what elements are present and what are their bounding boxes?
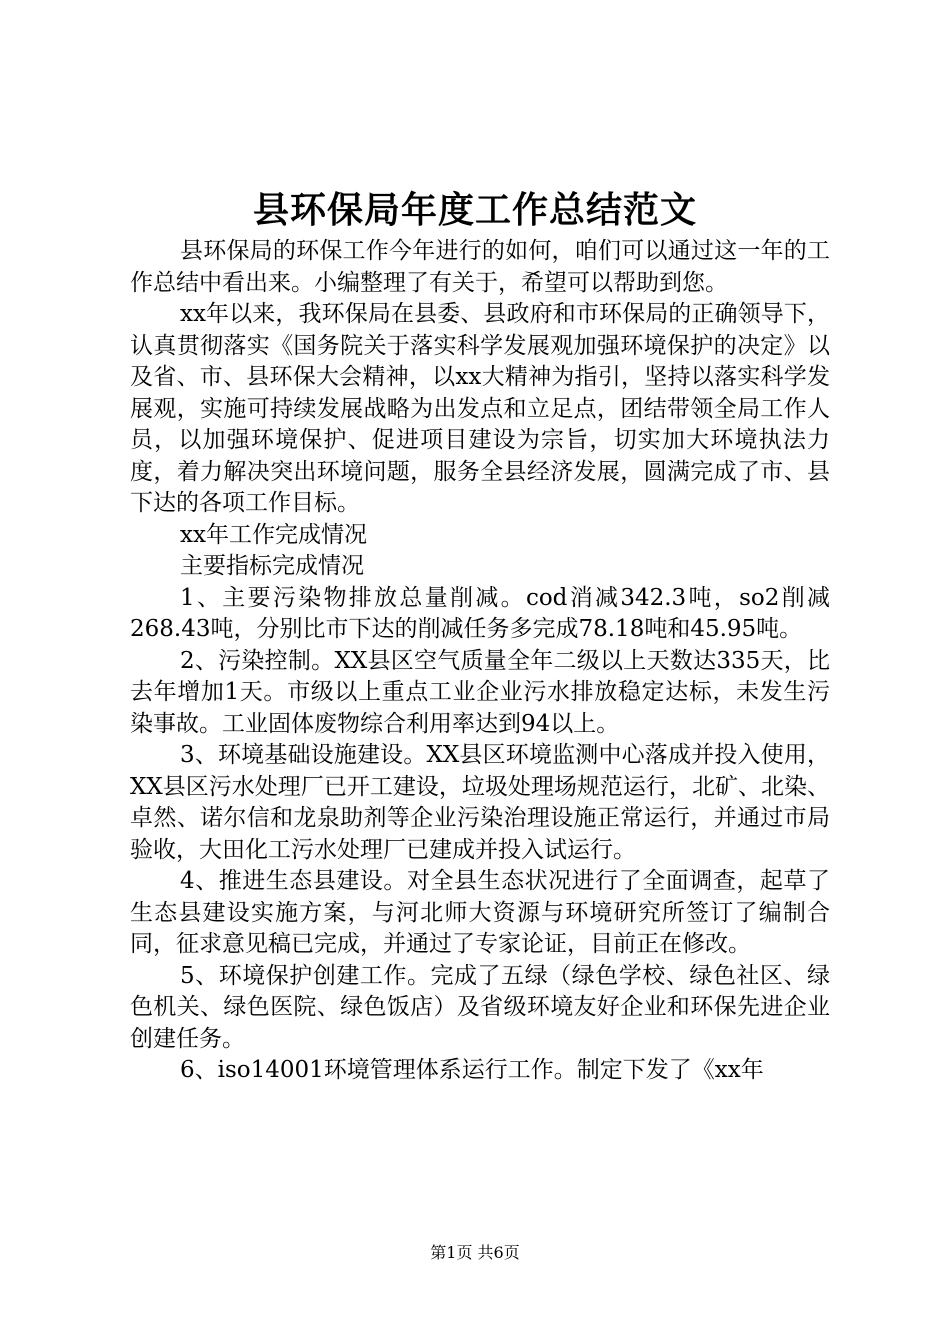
subsection-heading: 主要指标完成情况 [180,553,364,579]
paragraph-item-2: 2、污染控制。XX县区空气质量全年二级以上天数达335天，比去年增加1天。市级以上重点工业企业污水排放稳定达标，未发生污染事故。工业固体废物综合利用率达到94以上。 [130,647,830,737]
section-heading: xx年工作完成情况 [180,521,367,548]
page-number-footer: 第1页 共6页 [430,1243,520,1262]
paragraph-item-1: 1、主要污染物排放总量削减。cod消减342.3吨，so2削减268.43吨，分别比市下达的削减任务多完成78.18吨和45.95吨。 [130,584,830,642]
document-title: 县环保局年度工作总结范文 [252,189,697,231]
paragraph-item-6: 6、iso14001环境管理体系运行工作。制定下发了《xx年 [180,1057,764,1083]
paragraph-item-3: 3、环境基础设施建设。XX县区环境监测中心落成并投入使用，XX县区污水处理厂已开工建设，垃圾处理场规范运行，北矿、北染、卓然、诺尔信和龙泉助剂等企业污染治理设施正常运行，并通过市局验收，大田化工污水处理厂已建成并投入试运行。 [130,742,830,863]
paragraph-intro: 县环保局的环保工作今年进行的如何，咱们可以通过这一年的工作总结中看出来。小编整理了有关于，希望可以帮助到您。 [130,238,830,296]
paragraph-item-5: 5、环境保护创建工作。完成了五绿（绿色学校、绿色社区、绿色机关、绿色医院、绿色饭店）及省级环境友好企业和环保先进企业创建任务。 [130,962,830,1052]
document-body [130,236,830,1087]
paragraph-overview: xx年以来，我环保局在县委、县政府和市环保局的正确领导下，认真贯彻落实《国务院关于落实科学发展观加强环境保护的决定》以及省、市、县环保大会精神，以xx大精神为指引，坚持以落实科学发展观，实施可持续发展战略为出发点和立足点，团结带领全局工作人员，以加强环境保护、促进项目建设为宗旨，切实加大环境执法力度，着力解决突出环境问题，服务全县经济发展，圆满完成了市、县下达的各项工作目标。 [130,301,830,516]
paragraph-item-4: 4、推进生态县建设。对全县生态状况进行了全面调查，起草了生态县建设实施方案，与河北师大资源与环境研究所签订了编制合同，征求意见稿已完成，并通过了专家论证，目前正在修改。 [130,868,830,957]
